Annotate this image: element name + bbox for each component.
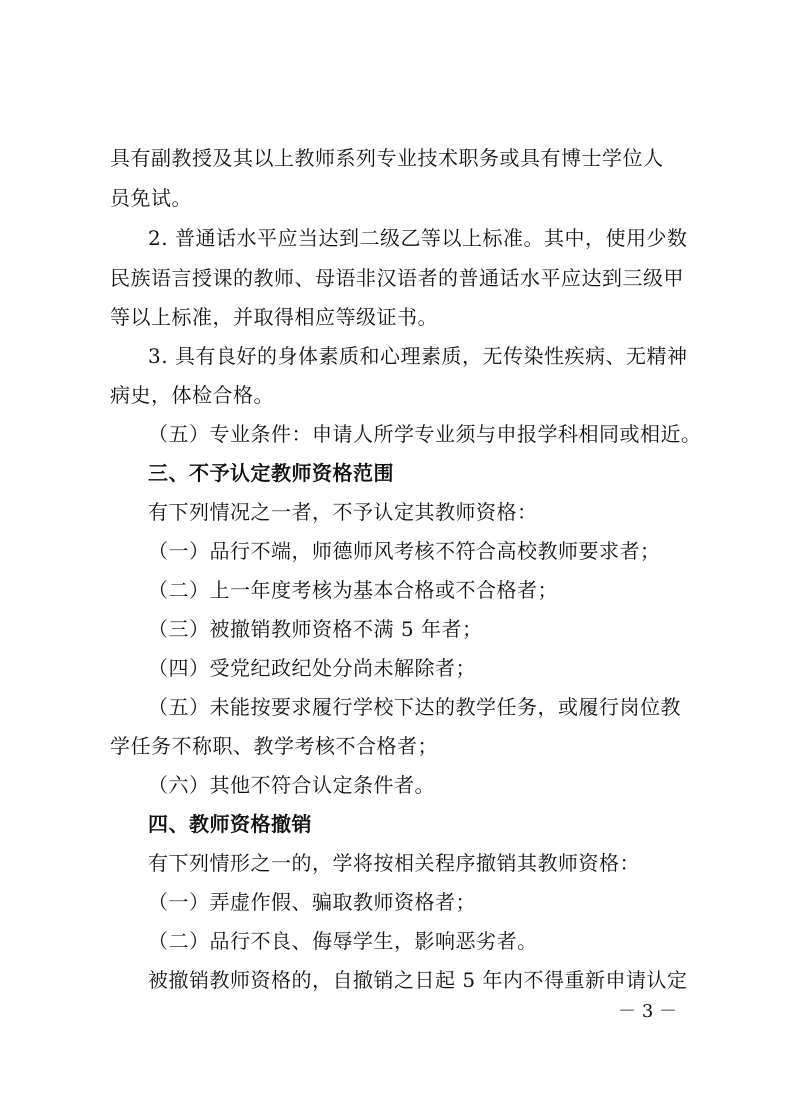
paragraph-line: 员免试。	[110, 186, 192, 210]
paragraph-line: 2. 普通话水平应当达到二级乙等以上标准。其中，使用少数	[148, 226, 688, 250]
list-item: （五）未能按要求履行学校下达的教学任务，或履行岗位教	[148, 695, 681, 719]
paragraph-line: 有下列情形之一的，学将按相关程序撤销其教师资格：	[148, 851, 640, 875]
list-item: （一）弄虚作假、骗取教师资格者；	[148, 890, 476, 914]
list-item: （一）品行不端，师德师风考核不符合高校教师要求者；	[148, 539, 661, 563]
paragraph-line: （五）专业条件：申请人所学专业须与申报学科相同或相近。	[148, 422, 702, 446]
section-heading: 四、教师资格撤销	[148, 812, 312, 836]
paragraph-line: 学任务不称职、教学考核不合格者；	[110, 734, 438, 758]
paragraph-line: 等以上标准，并取得相应等级证书。	[110, 305, 438, 329]
paragraph-line: 被撤销教师资格的，自撤销之日起 5 年内不得重新申请认定	[148, 968, 688, 992]
page-number: － 3 －	[618, 1001, 677, 1022]
paragraph-line: 具有副教授及其以上教师系列专业技术职务或具有博士学位人	[110, 146, 664, 170]
list-item: （三）被撤销教师资格不满 5 年者；	[148, 617, 483, 641]
paragraph-line: 病史，体检合格。	[110, 383, 274, 407]
section-heading: 三、不予认定教师资格范围	[148, 461, 394, 485]
list-item: （二）品行不良、侮辱学生，影响恶劣者。	[148, 929, 538, 953]
paragraph-line: 民族语言授课的教师、母语非汉语者的普通话水平应达到三级甲	[110, 266, 684, 290]
list-item: （二）上一年度考核为基本合格或不合格者；	[148, 578, 558, 602]
paragraph-line: 3. 具有良好的身体素质和心理素质，无传染性疾病、无精神	[148, 344, 688, 368]
list-item: （六）其他不符合认定条件者。	[148, 773, 435, 797]
paragraph-line: 有下列情况之一者，不予认定其教师资格：	[148, 500, 538, 524]
list-item: （四）受党纪政纪处分尚未解除者；	[148, 656, 476, 680]
